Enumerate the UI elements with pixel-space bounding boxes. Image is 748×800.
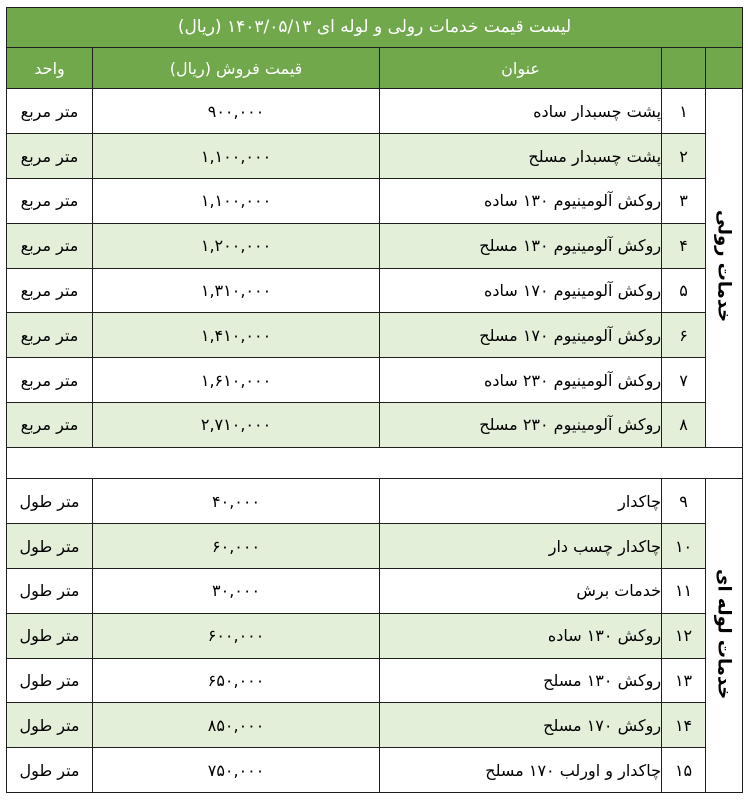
- row-price: ۱,۶۱۰,۰۰۰: [93, 358, 380, 403]
- row-title: چاکدار چسب دار: [380, 524, 662, 569]
- row-price: ۴۰,۰۰۰: [93, 479, 380, 524]
- table-row: [7, 524, 743, 569]
- row-price: ۷۵۰,۰۰۰: [93, 748, 380, 793]
- header-row: [7, 47, 743, 89]
- row-title: روکش ۱۳۰ ساده: [380, 613, 662, 658]
- row-unit: متر طول: [7, 524, 93, 569]
- row-price: ۶۰۰,۰۰۰: [93, 613, 380, 658]
- row-number: ۱۱: [662, 568, 706, 613]
- row-number: ۴: [662, 223, 706, 268]
- header-unit: واحد: [7, 47, 93, 89]
- category-cell: [706, 479, 743, 793]
- table-row: [7, 179, 743, 224]
- row-number: ۱۰: [662, 524, 706, 569]
- table-row: [7, 313, 743, 358]
- header-empty-number: [662, 47, 706, 89]
- row-title: چاکدار: [380, 479, 662, 524]
- row-title: پشت چسبدار مسلح: [380, 134, 662, 179]
- row-price: ۱,۱۰۰,۰۰۰: [93, 179, 380, 224]
- row-title: خدمات برش: [380, 568, 662, 613]
- row-price: ۳۰,۰۰۰: [93, 568, 380, 613]
- row-title: روکش آلومینیوم ۱۳۰ ساده: [380, 179, 662, 224]
- row-unit: متر مربع: [7, 268, 93, 313]
- row-unit: متر طول: [7, 479, 93, 524]
- row-title: روکش آلومینیوم ۱۷۰ مسلح: [380, 313, 662, 358]
- row-number: ۱۲: [662, 613, 706, 658]
- row-price: ۱,۴۱۰,۰۰۰: [93, 313, 380, 358]
- row-price: ۶۵۰,۰۰۰: [93, 658, 380, 703]
- row-unit: متر طول: [7, 613, 93, 658]
- table-row: [7, 748, 743, 793]
- row-price: ۹۰۰,۰۰۰: [93, 89, 380, 134]
- row-number: ۵: [662, 268, 706, 313]
- header-title: عنوان: [380, 47, 662, 89]
- category-label: خدمات لوله ای: [713, 568, 735, 699]
- row-title: روکش آلومینیوم ۱۷۰ ساده: [380, 268, 662, 313]
- row-title: روکش آلومینیوم ۱۳۰ مسلح: [380, 223, 662, 268]
- table-row: [7, 613, 743, 658]
- row-price: ۸۵۰,۰۰۰: [93, 703, 380, 748]
- row-unit: متر طول: [7, 658, 93, 703]
- row-number: ۱۳: [662, 658, 706, 703]
- table-row: [7, 134, 743, 179]
- row-unit: متر مربع: [7, 89, 93, 134]
- row-price: ۱,۱۰۰,۰۰۰: [93, 134, 380, 179]
- row-unit: متر طول: [7, 568, 93, 613]
- row-unit: متر مربع: [7, 223, 93, 268]
- row-price: ۱,۲۰۰,۰۰۰: [93, 223, 380, 268]
- row-number: ۷: [662, 358, 706, 403]
- row-title: روکش ۱۳۰ مسلح: [380, 658, 662, 703]
- row-title: چاکدار و اورلب ۱۷۰ مسلح: [380, 748, 662, 793]
- row-title: پشت چسبدار ساده: [380, 89, 662, 134]
- row-unit: متر طول: [7, 748, 93, 793]
- category-label: خدمات رولی: [713, 210, 735, 323]
- title-row: [7, 8, 743, 48]
- row-price: ۶۰,۰۰۰: [93, 524, 380, 569]
- table-row: [7, 403, 743, 448]
- price-list-table: [6, 7, 743, 793]
- table-row: [7, 568, 743, 613]
- group-spacer: [7, 447, 743, 479]
- header-empty-category: [706, 47, 743, 89]
- row-number: ۲: [662, 134, 706, 179]
- row-number: ۱۴: [662, 703, 706, 748]
- header-price: قیمت فروش (ریال): [93, 47, 380, 89]
- table-row: [7, 223, 743, 268]
- row-price: ۲,۷۱۰,۰۰۰: [93, 403, 380, 448]
- row-price: ۱,۳۱۰,۰۰۰: [93, 268, 380, 313]
- row-unit: متر مربع: [7, 403, 93, 448]
- row-unit: متر طول: [7, 703, 93, 748]
- category-cell: [706, 89, 743, 447]
- row-title: روکش ۱۷۰ مسلح: [380, 703, 662, 748]
- row-number: ۱۵: [662, 748, 706, 793]
- row-title: روکش آلومینیوم ۲۳۰ مسلح: [380, 403, 662, 448]
- table-row: [7, 703, 743, 748]
- table-row: [7, 89, 743, 134]
- table-row: [7, 479, 743, 524]
- row-title: روکش آلومینیوم ۲۳۰ ساده: [380, 358, 662, 403]
- row-number: ۶: [662, 313, 706, 358]
- row-number: ۳: [662, 179, 706, 224]
- row-unit: متر مربع: [7, 358, 93, 403]
- table-row: [7, 268, 743, 313]
- table-row: [7, 358, 743, 403]
- page-title: لیست قیمت خدمات رولی و لوله ای ۱۴۰۳/۰۵/۱۳ (ریال): [7, 8, 743, 48]
- row-unit: متر مربع: [7, 179, 93, 224]
- row-number: ۸: [662, 403, 706, 448]
- table-row: [7, 658, 743, 703]
- row-number: ۱: [662, 89, 706, 134]
- row-number: ۹: [662, 479, 706, 524]
- group-spacer-row: [7, 447, 743, 479]
- row-unit: متر مربع: [7, 313, 93, 358]
- row-unit: متر مربع: [7, 134, 93, 179]
